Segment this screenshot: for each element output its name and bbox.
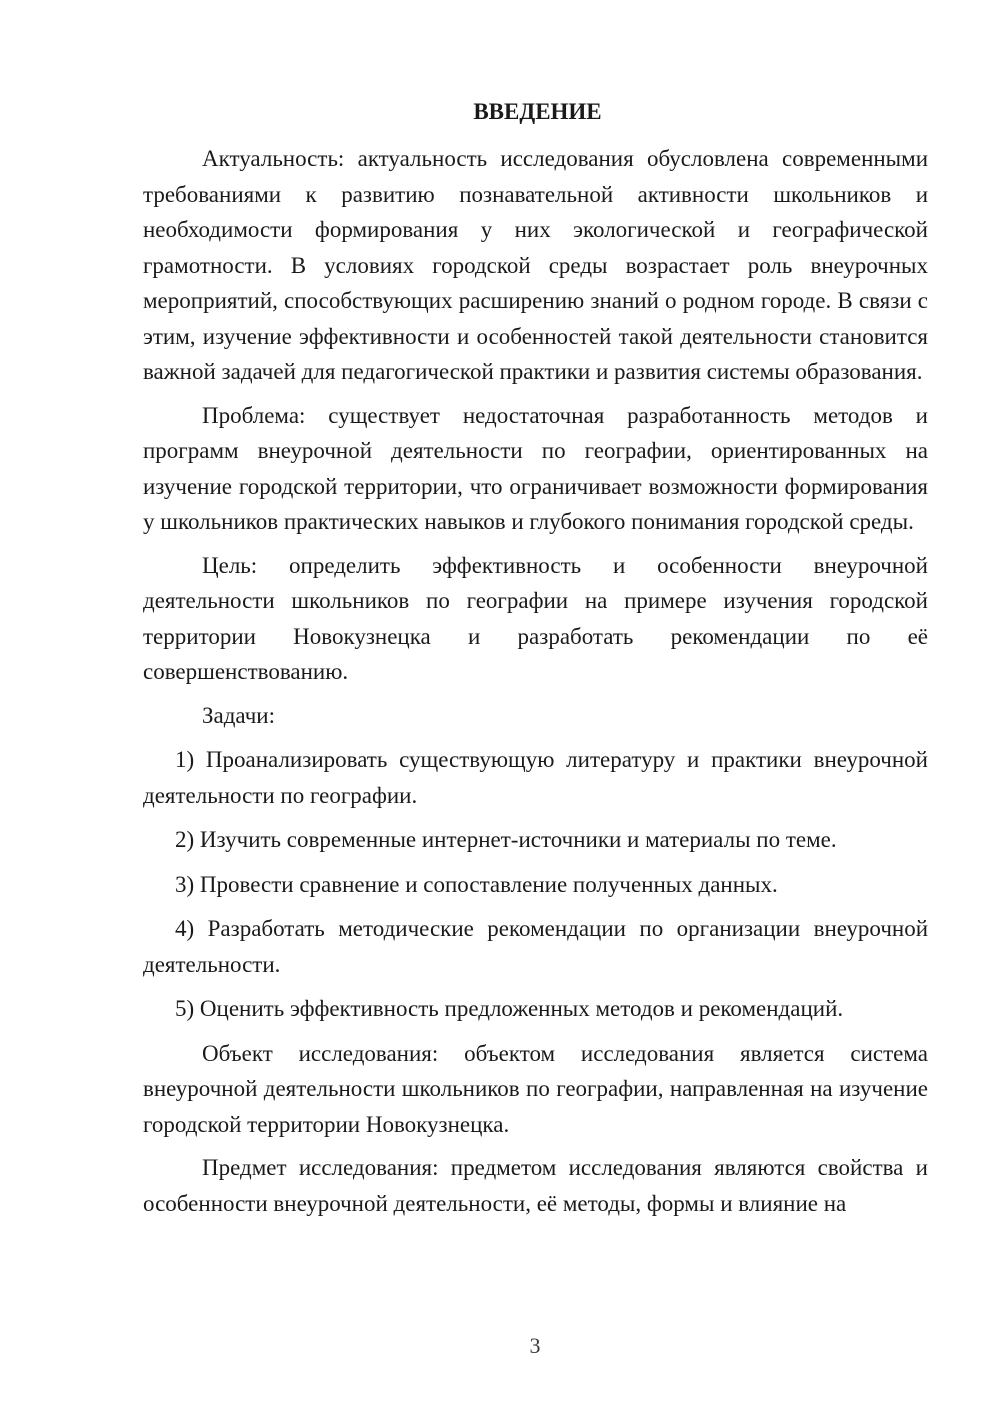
document-body — [143, 94, 928, 1229]
task-item: 4) Разработать методические рекомендации по организации внеурочной деятельности. — [143, 916, 928, 977]
paragraph-goal: Цель: определить эффективность и особенности внеурочной деятельности школьников по географии на примере изучения городской территории Новокузнецка и разработать рекомендации по её совершенствованию. — [143, 552, 928, 684]
task-item: 5) Оценить эффективность предложенных методов и рекомендаций. — [175, 996, 844, 1021]
task-item: 1) Проанализировать существующую литературу и практики внеурочной деятельности по географии. — [143, 747, 928, 808]
paragraph-object: Объект исследования: объектом исследования является система внеурочной деятельности школьников по географии, направленная на изучение городской территории Новокузнецка. — [143, 1040, 928, 1137]
paragraph-subject: Предмет исследования: предметом исследования являются свойства и особенности внеурочной деятельности, её методы, формы и влияние на — [143, 1155, 928, 1216]
page-number: 3 — [529, 1333, 541, 1358]
paragraph-relevance: Актуальность: актуальность исследования обусловлена современными требованиями к развитию познавательной активности школьников и необходимости формирования у них экологической и географической грамотности. В условиях городской среды возрастает роль внеурочных мероприятий, способствующих расширению знаний о родном городе. В связи с этим, изучение эффективности и особенностей такой деятельности становится важной задачей для педагогической практики и развития системы образования. — [143, 146, 928, 384]
paragraph-problem: Проблема: существует недостаточная разработанность методов и программ внеурочной деятельности по географии, ориентированных на изучение городской территории, что ограничивает возможности формирования у школьников практических навыков и глубокого понимания городской среды. — [143, 402, 928, 534]
section-heading: ВВЕДЕНИЕ — [473, 99, 602, 124]
task-item: 2) Изучить современные интернет-источники и материалы по теме. — [175, 827, 837, 852]
tasks-label: Задачи: — [202, 702, 275, 728]
task-item: 3) Провести сравнение и сопоставление полученных данных. — [175, 871, 778, 897]
